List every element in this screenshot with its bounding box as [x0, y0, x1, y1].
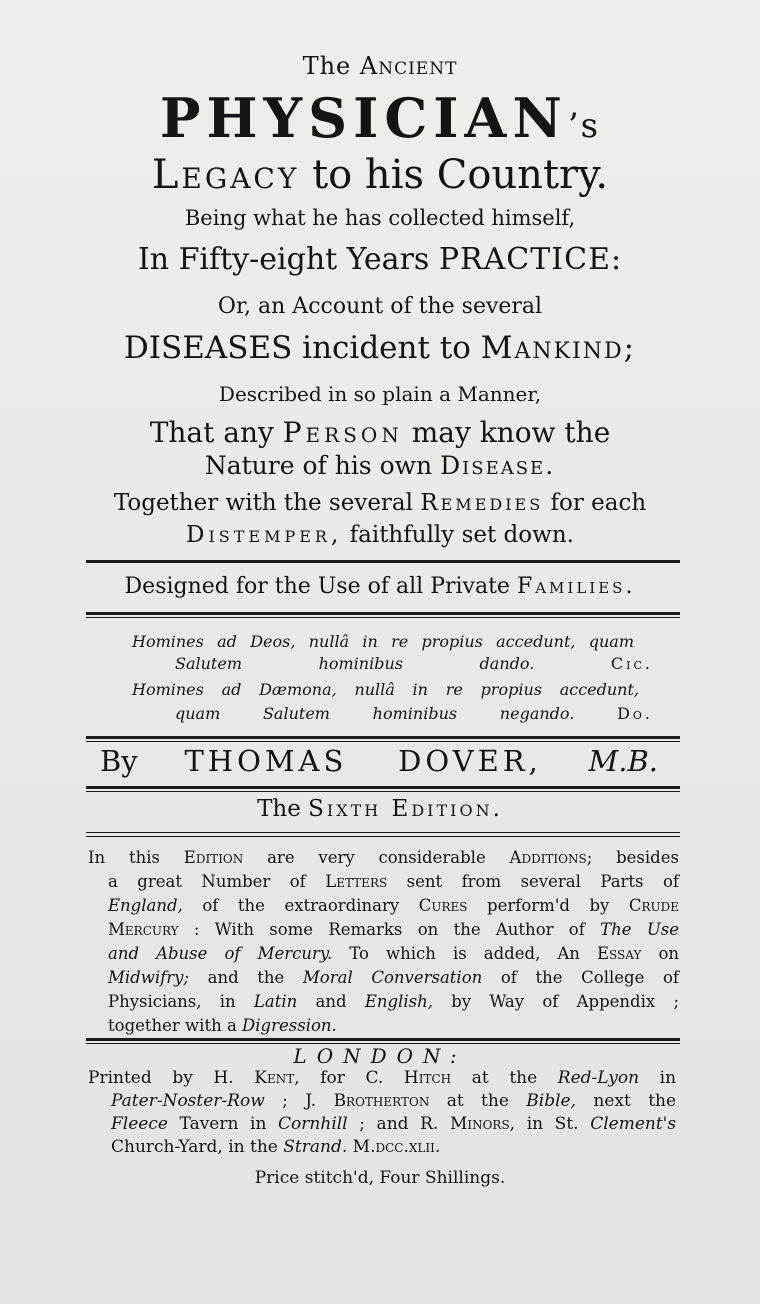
title-line-4: Being what he has collected himself,	[184, 206, 576, 230]
title-line-10	[0, 451, 760, 480]
title-line-8: Described in so plain a Manner,	[218, 382, 542, 406]
motto-attribution: Do.	[617, 704, 653, 723]
additions-text: by Way of Appendix ;	[451, 992, 680, 1011]
additions-text: In this	[88, 848, 160, 867]
title-physicians: PHYSICIAN	[159, 86, 568, 150]
imprint-red-lyon: Red-Lyon	[557, 1068, 640, 1088]
imprint-row	[88, 1068, 676, 1088]
title-diseases: DISEASES incident to	[123, 330, 471, 366]
imprint-bible: Bible,	[526, 1091, 577, 1111]
author-degree: M.B.	[588, 744, 658, 778]
additions-line	[88, 942, 679, 966]
additions-line	[88, 1014, 679, 1038]
motto-row	[175, 704, 653, 723]
title-nature: Nature of his own	[204, 451, 433, 480]
additions-moral: Moral Conversation	[302, 968, 483, 987]
title-line-5	[0, 242, 760, 277]
divider	[86, 791, 680, 792]
author-by: By	[100, 744, 138, 778]
imprint-text: Printed by H.	[88, 1068, 234, 1088]
motto-1-line-2	[175, 654, 653, 673]
additions-line	[88, 846, 679, 870]
edition-the: The	[257, 796, 301, 822]
imprint-text: Church-Yard, in the	[111, 1137, 278, 1157]
additions-text: of the College of	[500, 968, 679, 987]
additions-digression: Digression.	[242, 1016, 337, 1035]
divider	[86, 741, 680, 742]
additions-text: besides	[616, 848, 679, 867]
imprint-city: LONDON:	[293, 1044, 467, 1068]
divider	[86, 786, 680, 789]
divider	[86, 1038, 680, 1041]
author-line	[100, 744, 658, 778]
additions-cures: Cures	[418, 896, 468, 915]
imprint-text: Tavern in	[179, 1114, 267, 1134]
divider	[86, 612, 680, 615]
additions-line	[88, 918, 679, 942]
additions-text: perform'd by	[487, 896, 610, 915]
title-line-9	[0, 416, 760, 449]
title-legacy: Legacy	[151, 152, 300, 198]
title-distemper: Distemper,	[186, 522, 343, 548]
imprint-text: next the	[593, 1091, 677, 1111]
additions-text: To which is added, An	[349, 944, 580, 963]
title-remedies: Remedies	[420, 490, 544, 516]
author-name: THOMAS DOVER,	[184, 744, 542, 778]
imprint-brotherton: Brotherton	[333, 1091, 430, 1111]
additions-text: on	[658, 944, 679, 963]
imprint-row	[111, 1091, 676, 1111]
additions-text: are very considerable	[267, 848, 486, 867]
title-disease: Disease.	[440, 451, 556, 480]
imprint-text: at the	[446, 1091, 509, 1111]
motto-attribution: Cic.	[610, 654, 653, 673]
imprint-hitch: Hitch	[403, 1068, 452, 1088]
title-ancient: Ancient	[359, 52, 458, 80]
title-to-his-country: to his Country.	[312, 152, 609, 198]
additions-text: together with a	[108, 1016, 237, 1035]
imprint-kent: Kent,	[254, 1068, 300, 1088]
imprint-line-1	[88, 1068, 676, 1088]
additions-the-use: The Use	[600, 920, 680, 939]
motto-row	[175, 654, 653, 673]
title-together: Together with the several	[113, 490, 413, 516]
divider	[86, 617, 680, 618]
imprint-pater-noster: Pater-Noster-Row	[111, 1091, 265, 1111]
additions-edition: Edition	[183, 848, 244, 867]
designed-line	[0, 574, 760, 599]
imprint-minors: Minors,	[449, 1114, 516, 1134]
title-the: The	[302, 52, 352, 80]
additions-text: and	[315, 992, 347, 1011]
additions-text: : With some Remarks on the Author of	[193, 920, 585, 939]
divider	[86, 832, 680, 833]
imprint-text: for C.	[320, 1068, 384, 1088]
imprint-fleece: Fleece	[111, 1114, 168, 1134]
title-line-1	[0, 52, 760, 80]
motto-2-line-2	[175, 704, 653, 723]
designed-text: Designed for the Use of all Private	[124, 574, 510, 599]
motto-text: Salutem hominibus dando.	[175, 654, 535, 673]
imprint-text: ; and R.	[359, 1114, 439, 1134]
additions-text: and the	[207, 968, 285, 987]
title-line-3	[0, 152, 760, 198]
additions-line	[88, 894, 679, 918]
additions-line	[88, 990, 679, 1014]
motto-text: Homines ad Deos, nullâ in re propius accedunt, quam	[132, 632, 634, 651]
additions-text: a great Number of	[108, 872, 306, 891]
designed-families: Families.	[516, 574, 636, 599]
title-line-11	[0, 490, 760, 516]
additions-paragraph	[88, 846, 679, 1038]
imprint-text: ; J.	[282, 1091, 317, 1111]
divider	[86, 836, 680, 837]
author-row	[100, 744, 658, 778]
imprint-line-2	[111, 1091, 676, 1111]
additions-line	[88, 870, 679, 894]
divider	[86, 560, 680, 563]
divider	[86, 736, 680, 739]
title-fifty-eight: In Fifty-eight Years	[137, 242, 430, 277]
additions-essay: Essay	[596, 944, 642, 963]
imprint-text: in St.	[526, 1114, 579, 1134]
title-faithfully: faithfully set down.	[349, 522, 574, 548]
motto-2-line-1	[132, 680, 639, 699]
additions-text: sent from several Parts of	[406, 872, 679, 891]
price-line: Price stitch'd, Four Shillings.	[254, 1168, 506, 1188]
imprint-year: M.dcc.xlii.	[352, 1137, 441, 1157]
additions-abuse: and Abuse of Mercury.	[108, 944, 333, 963]
title-line-7	[0, 330, 760, 366]
title-for-each: for each	[550, 490, 647, 516]
title-main	[0, 86, 760, 150]
additions-line	[88, 966, 679, 990]
imprint-line-3	[111, 1114, 676, 1134]
imprint-cornhill: Cornhill	[278, 1114, 348, 1134]
additions-text: of the extraordinary	[202, 896, 400, 915]
imprint-strand: Strand.	[283, 1137, 348, 1157]
title-may-know: may know the	[411, 416, 611, 449]
additions-additions: Additions;	[509, 848, 593, 867]
title-physicians-suffix: ’s	[567, 106, 601, 146]
title-line-12	[0, 522, 760, 548]
additions-text: Physicians, in	[108, 992, 236, 1011]
motto-1-line-1	[132, 632, 634, 651]
title-line-6: Or, an Account of the several	[217, 294, 543, 319]
imprint-row	[111, 1114, 676, 1134]
title-person: Person	[282, 416, 403, 449]
edition-text: Sixth Edition.	[308, 796, 503, 822]
motto-text: Homines ad Dæmona, nullâ in re propius accedunt,	[132, 680, 639, 699]
additions-midwifry: Midwifry;	[108, 968, 190, 987]
additions-crude: Crude	[628, 896, 680, 915]
title-practice: PRACTICE:	[438, 242, 623, 277]
additions-english: English,	[364, 992, 433, 1011]
edition-line	[0, 796, 760, 822]
additions-latin: Latin	[253, 992, 298, 1011]
additions-england: England,	[108, 896, 183, 915]
title-mankind: Mankind;	[480, 330, 637, 366]
imprint-line-4	[111, 1137, 440, 1157]
additions-letters: Letters	[325, 872, 388, 891]
title-that-any: That any	[149, 416, 274, 449]
imprint-text: at the	[471, 1068, 538, 1088]
imprint-clements: Clement's	[590, 1114, 677, 1134]
imprint-text: in	[659, 1068, 677, 1088]
motto-text: quam Salutem hominibus negando.	[175, 704, 575, 723]
additions-mercury: Mercury	[108, 920, 179, 939]
